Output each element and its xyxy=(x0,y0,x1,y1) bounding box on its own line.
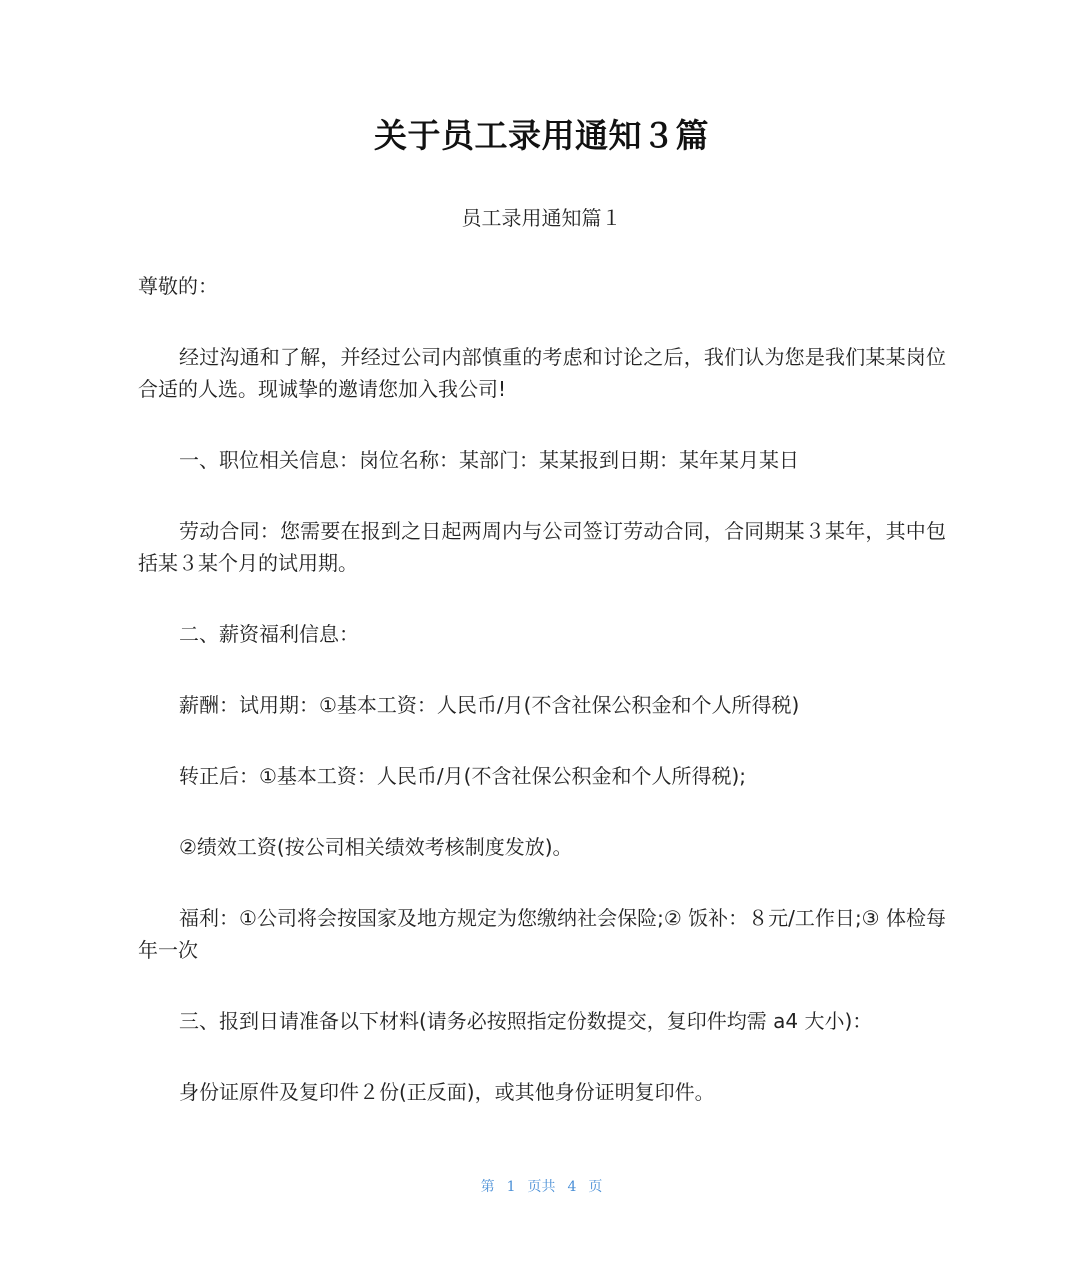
paragraph-salary-heading: 二、薪资福利信息： xyxy=(179,622,359,646)
paragraph-id-card: 身份证原件及复印件２份(正反面)，或其他身份证明复印件。 xyxy=(179,1080,715,1104)
paragraph-performance-pay: ②绩效工资(按公司相关绩效考核制度发放)。 xyxy=(179,835,573,859)
paragraph-position-info: 一、职位相关信息：岗位名称：某部门：某某报到日期：某年某月某日 xyxy=(179,448,799,472)
paragraph-probation-salary: 薪酬：试用期：①基本工资：人民币/月(不含社保公积金和个人所得税) xyxy=(179,693,800,717)
page-footer xyxy=(0,1176,1083,1196)
paragraph-regular-salary: 转正后：①基本工资：人民币/月(不含社保公积金和个人所得税); xyxy=(179,764,747,788)
footer-page-number: 1 xyxy=(506,1179,516,1195)
paragraph-benefits: 福利：①公司将会按国家及地方规定为您缴纳社会保险;② 饭补：８元/工作日;③ 体检每年一次 xyxy=(138,906,946,962)
salutation: 尊敬的： xyxy=(138,274,218,298)
paragraph-intro: 经过沟通和了解，并经过公司内部慎重的考虑和讨论之后，我们认为您是我们某某岗位合适的人选。现诚挚的邀请您加入我公司! xyxy=(138,345,946,401)
document-body xyxy=(138,270,946,1147)
footer-total-pages: 4 xyxy=(567,1179,577,1195)
document-title: 关于员工录用通知３篇 xyxy=(374,116,709,155)
paragraph-labor-contract: 劳动合同：您需要在报到之日起两周内与公司签订劳动合同，合同期某３某年，其中包括某３某个月的试用期。 xyxy=(138,519,946,575)
footer-suffix: 页 xyxy=(588,1179,603,1195)
paragraph-materials-heading: 三、报到日请准备以下材料(请务必按照指定份数提交，复印件均需 a4 大小)： xyxy=(179,1009,873,1033)
footer-middle: 页共 xyxy=(527,1179,556,1195)
document-subtitle: 员工录用通知篇１ xyxy=(461,206,622,230)
footer-prefix: 第 xyxy=(480,1179,495,1195)
